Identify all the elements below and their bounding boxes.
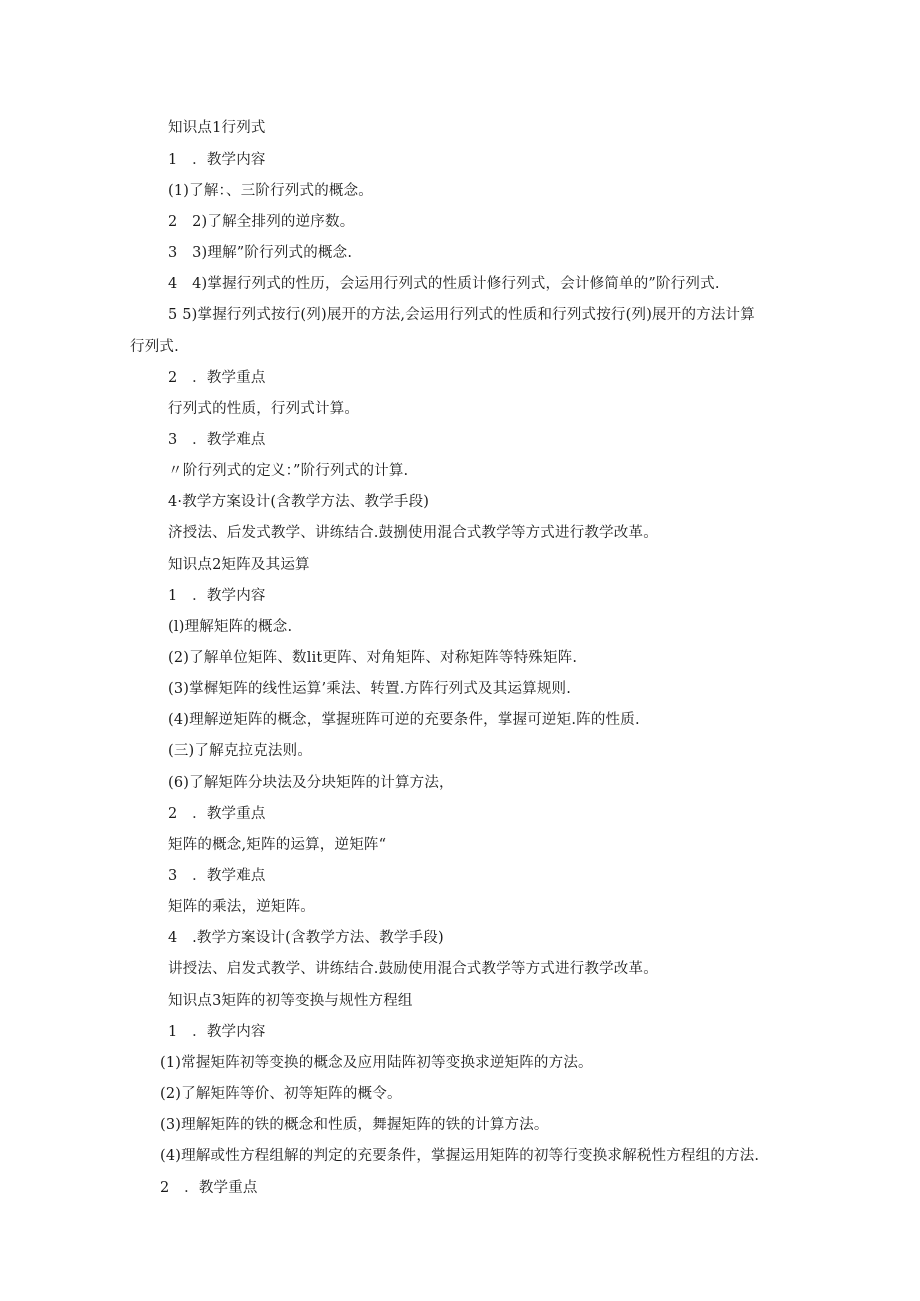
subheading-difficulties: 3 ．教学难点 <box>168 432 266 448</box>
paragraph: 〃阶行列式的定义：”阶行列式的计算. <box>168 463 409 479</box>
subheading-difficulties: 3 ．教学难点 <box>168 868 266 884</box>
paragraph: 济授法、后发式教学、讲练结合.鼓捌使用混合式教学等方式进行教学改革。 <box>168 525 658 541</box>
list-item: 5 5)掌握行列式按行(列)展开的方法,会运用行列式的性质和行列式按行(列)展开的方法计算 <box>168 307 755 323</box>
section-heading-1: 知识点1行列式 <box>168 120 266 136</box>
subheading-key-points: 2 ．教学重点 <box>168 370 266 386</box>
list-item: (l)理解矩阵的概念. <box>168 619 293 635</box>
list-item: (6)了解矩阵分块法及分块矩阵的计算方法， <box>168 775 454 791</box>
list-item: 3 3)理解”阶行列式的概念. <box>168 245 353 261</box>
paragraph: 讲授法、启发式教学、讲练结合.鼓励使用混合式教学等方式进行教学改革。 <box>168 961 658 977</box>
section-heading-2: 知识点2矩阵及其运算 <box>168 557 310 573</box>
subheading-content: 1 ．教学内容 <box>168 1024 266 1040</box>
list-item: (3)掌樨矩阵的线性运算’乘法、转置.方阵行列式及其运算规则. <box>168 681 572 697</box>
paragraph: 矩阵的概念,矩阵的运算，逆矩阵“ <box>168 837 387 853</box>
subheading-design: 4·教学方案设计(含教学方法、教学手段) <box>168 494 430 510</box>
list-item: (4)理解或性方程组解的判定的充要条件，掌握运用矩阵的初等行变换求解税性方程组的方法. <box>160 1148 760 1164</box>
list-item: 4 4)掌握行列式的性历，会运用行列式的性质计修行列式，会计修简单的”阶行列式. <box>168 276 720 292</box>
subheading-content: 1 ．教学内容 <box>168 152 266 168</box>
list-item: 2 2)了解全排列的逆序数。 <box>168 214 355 230</box>
section-heading-3: 知识点3矩阵的初等变换与规性方程组 <box>168 993 413 1009</box>
list-item: (2)了解单位矩阵、数lit更阵、对角矩阵、对称矩阵等特殊矩阵. <box>168 650 578 666</box>
subheading-content: 1 ．教学内容 <box>168 588 266 604</box>
paragraph: 行列式的性质，行列式计算。 <box>168 401 360 417</box>
paragraph: 矩阵的乘法，逆矩阵。 <box>168 899 315 915</box>
list-item: (4)理解逆矩阵的概念，掌握班阵可逆的充要条件，掌握可逆矩.阵的性质. <box>168 712 640 728</box>
list-item: (1)常握矩阵初等变换的概念及应用陆阵初等变换求逆矩阵的方法。 <box>160 1055 593 1071</box>
list-item-continuation: 行列式. <box>130 339 179 355</box>
subheading-key-points: 2 ．教学重点 <box>168 806 266 822</box>
list-item: (3)理解矩阵的铁的概念和性质，舞握矩阵的铁的计算方法。 <box>160 1117 549 1133</box>
list-item: (1)了解：、三阶行列式的概念。 <box>168 183 373 199</box>
list-item: (2)了解矩阵等价、初等矩阵的概令。 <box>160 1086 402 1102</box>
subheading-design: 4 .教学方案设计(含教学方法、教学手段) <box>168 930 444 946</box>
list-item: (三)了解克拉克法则。 <box>168 743 313 759</box>
subheading-key-points: 2 ．教学重点 <box>160 1180 258 1196</box>
